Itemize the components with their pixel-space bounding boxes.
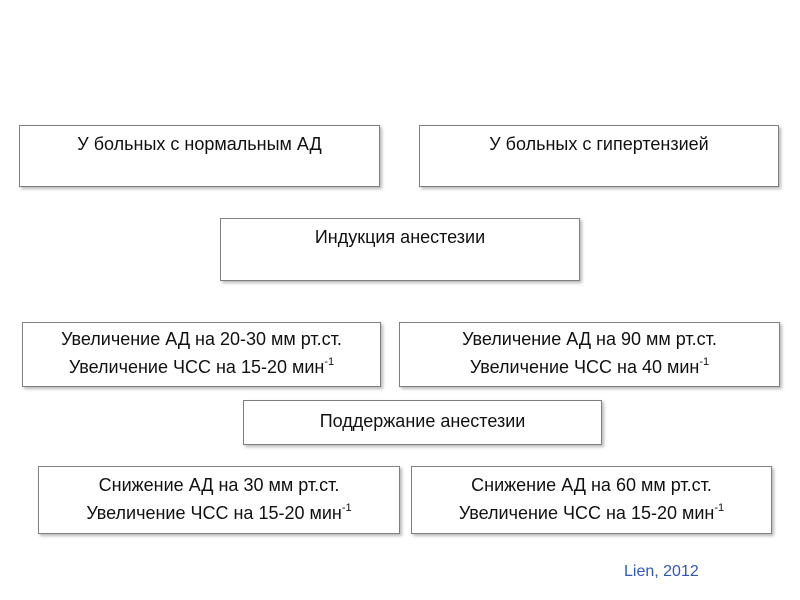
induction-normal-effects-box	[22, 322, 381, 387]
maintenance-normal-hr-change	[39, 499, 399, 527]
maintenance-normal-hr-exponent: -1	[341, 502, 352, 514]
citation-text: Lien, 2012	[624, 563, 699, 580]
induction-title: Индукция анестезии	[314, 227, 486, 247]
induction-box	[220, 218, 580, 281]
induction-hypertension-hr-change	[400, 353, 779, 381]
normal-bp-group-label: У больных с нормальным АД	[77, 134, 322, 154]
hypertension-group-label: У больных с гипертензией	[489, 134, 709, 154]
induction-normal-hr-text: Увеличение ЧСС на 15-20 мин	[68, 357, 325, 377]
induction-hypertension-effects-box	[399, 322, 780, 387]
induction-normal-hr-change	[23, 353, 380, 381]
maintenance-normal-hr-text: Увеличение ЧСС на 15-20 мин	[86, 503, 342, 523]
maintenance-hypertension-bp-change: Снижение АД на 60 мм рт.ст.	[471, 475, 712, 495]
hypertension-group-box	[419, 125, 779, 187]
normal-bp-group-box	[19, 125, 380, 187]
induction-hypertension-hr-exponent: -1	[699, 356, 710, 368]
maintenance-hypertension-hr-exponent: -1	[714, 502, 725, 514]
maintenance-hypertension-hr-change	[412, 499, 771, 527]
induction-hypertension-hr-text: Увеличение ЧСС на 40 мин	[469, 357, 700, 377]
maintenance-normal-effects-box	[38, 466, 400, 534]
maintenance-hypertension-hr-text: Увеличение ЧСС на 15-20 мин	[458, 503, 715, 523]
maintenance-hypertension-effects-box	[411, 466, 772, 534]
induction-hypertension-bp-change: Увеличение АД на 90 мм рт.ст.	[462, 329, 717, 349]
maintenance-normal-bp-change: Снижение АД на 30 мм рт.ст.	[98, 475, 340, 495]
maintenance-box	[243, 400, 602, 445]
maintenance-title: Поддержание анестезии	[319, 411, 526, 431]
induction-normal-hr-exponent: -1	[324, 356, 335, 368]
induction-normal-bp-change: Увеличение АД на 20-30 мм рт.ст.	[61, 329, 342, 349]
